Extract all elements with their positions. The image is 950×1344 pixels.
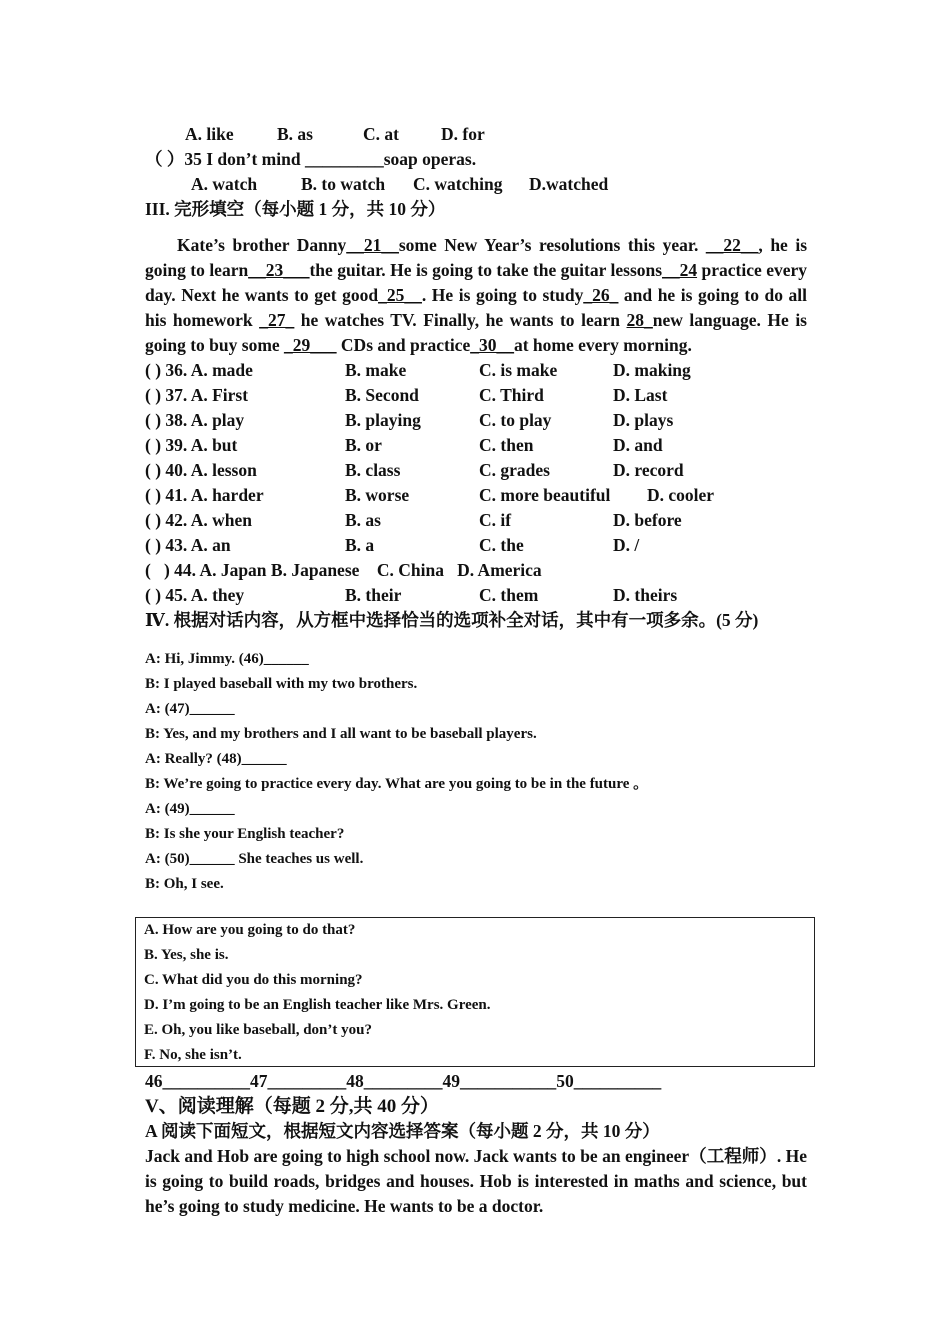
q35-options <box>145 172 807 197</box>
question-row <box>145 533 807 558</box>
passage-text: . He is going to study <box>421 285 584 305</box>
option-item: B. Yes, she is. <box>144 947 229 963</box>
passage-text: at home every morning. <box>513 335 692 355</box>
dialog-line: A: (49)______ <box>145 801 235 817</box>
q35-option-c: C. watching <box>413 174 503 194</box>
blank-22: __22__ <box>705 235 759 255</box>
question-d: D. before <box>613 510 682 530</box>
question-a: ( ) 43. A. an <box>145 535 231 555</box>
question-b: B. or <box>345 435 382 455</box>
q35-stem: （ ）35 I don’t mind _________soap operas. <box>145 149 477 169</box>
option-item: A. How are you going to do that? <box>144 922 356 938</box>
question-row <box>145 383 807 408</box>
question-d: D. making <box>613 360 691 380</box>
after-box <box>145 1069 807 1219</box>
question-d: D. record <box>613 460 684 480</box>
question-b: B. their <box>345 585 402 605</box>
dialog-line: A: (47)______ <box>145 701 235 717</box>
passage-text: CDs and practice <box>340 335 471 355</box>
section3-heading: III. 完形填空（每小题 1 分，共 10 分） <box>145 199 446 219</box>
passage-text: the guitar. He is going to take the guitar lessons <box>309 260 663 280</box>
exam-page <box>145 122 807 897</box>
question-row <box>145 358 807 383</box>
dialog-line: B: I played baseball with my two brothers. <box>145 676 418 692</box>
section4-heading: Ⅳ. 根据对话内容，从方框中选择恰当的选项补全对话，其中有一项多余。(5 分) <box>145 610 759 630</box>
question-c: C. them <box>479 585 539 605</box>
question-a: ( ) 37. A. First <box>145 385 249 405</box>
question-a: ( ) 42. A. when <box>145 510 252 530</box>
dialog-line: B: Yes, and my brothers and I all want to be baseball players. <box>145 726 537 742</box>
q34-option-c: C. at <box>363 124 399 144</box>
question-c: C. Third <box>479 385 544 405</box>
q35-option-d: D.watched <box>529 174 609 194</box>
options-box <box>135 917 815 1067</box>
question-row <box>145 583 807 608</box>
dialog-line: B: Is she your English teacher? <box>145 826 345 842</box>
question-d: D. Last <box>613 385 668 405</box>
blank-26: _26_ <box>583 285 619 305</box>
question-c: C. grades <box>479 460 550 480</box>
blank-29: _29___ <box>284 335 337 355</box>
question-d: D. / <box>613 535 640 555</box>
question-c: C. the <box>479 535 524 555</box>
q34-options <box>145 122 807 147</box>
question-d: D. theirs <box>613 585 678 605</box>
dialog-line: A: Hi, Jimmy. (46)______ <box>145 651 309 667</box>
question-d: D. cooler <box>647 485 715 505</box>
q35-option-b: B. to watch <box>301 174 386 194</box>
q34-option-a: A. like <box>185 124 234 144</box>
passage-text: and he is going to do all his homework <box>145 285 808 330</box>
section5-heading: V、阅读理解（每题 2 分,共 40 分） <box>145 1096 439 1117</box>
question-a: ( ) 36. A. made <box>145 360 253 380</box>
question-a: ( ) 41. A. harder <box>145 485 264 505</box>
cloze-questions <box>145 358 807 608</box>
question-row <box>145 508 807 533</box>
reading-passage: Jack and Hob are going to high school now. Jack wants to be an engineer（工程师）. He is going to build roads, bridges and houses. Hob is interested in maths and science, but he’s going to study medicine. He wants to be a doctor. <box>145 1146 807 1216</box>
option-item: C. What did you do this morning? <box>144 972 363 988</box>
question-row <box>145 433 807 458</box>
passage-text: Kate’s brother Danny <box>177 235 347 255</box>
passage-text: some New Year’s resolutions this year. <box>398 235 699 255</box>
blank-28: 28_ <box>626 310 653 330</box>
question-a: ( ) 40. A. lesson <box>145 460 257 480</box>
blank-23: __23___ <box>248 260 310 280</box>
question-b: B. as <box>345 510 381 530</box>
passage-text: new language. He is going to buy some <box>145 310 807 355</box>
dialog-line: B: We’re going to practice every day. What are you going to be in the future 。 <box>145 776 649 792</box>
question-row <box>145 408 807 433</box>
question-row <box>145 483 807 508</box>
question-d: D. and <box>613 435 663 455</box>
option-item: D. I’m going to be an English teacher like Mrs. Green. <box>144 997 491 1013</box>
question-44: ( ) 44. A. Japan B. Japanese C. China D. America <box>145 560 542 580</box>
passage-text: he watches TV. Finally, he wants to learn <box>300 310 620 330</box>
blank-24: __24 <box>662 260 698 280</box>
q35-option-a: A. watch <box>191 174 258 194</box>
passage-text: , he is going to learn <box>145 235 808 280</box>
q34-option-d: D. for <box>441 124 485 144</box>
blank-21: __21__ <box>346 235 399 255</box>
question-b: B. playing <box>345 410 421 430</box>
dialog <box>145 647 807 897</box>
question-c: C. is make <box>479 360 558 380</box>
question-c: C. more beautiful <box>479 485 611 505</box>
question-a: ( ) 39. A. but <box>145 435 238 455</box>
dialog-line: B: Oh, I see. <box>145 876 224 892</box>
blank-25: _25__ <box>378 285 422 305</box>
answer-line: 46__________47_________48_________49___________50__________ <box>145 1071 662 1091</box>
blank-30: _30__ <box>470 335 514 355</box>
question-c: C. to play <box>479 410 552 430</box>
question-a: ( ) 38. A. play <box>145 410 245 430</box>
question-row <box>145 458 807 483</box>
option-item: F. No, she isn’t. <box>144 1047 242 1063</box>
question-a: ( ) 45. A. they <box>145 585 245 605</box>
question-b: B. make <box>345 360 407 380</box>
cloze-passage <box>145 233 807 358</box>
section5-subheading: A 阅读下面短文，根据短文内容选择答案（每小题 2 分，共 10 分） <box>145 1121 660 1141</box>
question-b: B. class <box>345 460 401 480</box>
option-item: E. Oh, you like baseball, don’t you? <box>144 1022 372 1038</box>
question-d: D. plays <box>613 410 674 430</box>
question-b: B. Second <box>345 385 419 405</box>
question-c: C. then <box>479 435 534 455</box>
blank-27: _27_ <box>259 310 295 330</box>
question-c: C. if <box>479 510 512 530</box>
question-b: B. worse <box>345 485 410 505</box>
passage-text: practice every day. Next he wants to get good <box>145 260 808 305</box>
dialog-line: A: Really? (48)______ <box>145 751 287 767</box>
dialog-line: A: (50)______ She teaches us well. <box>145 851 364 867</box>
q34-option-b: B. as <box>277 124 313 144</box>
question-b: B. a <box>345 535 375 555</box>
